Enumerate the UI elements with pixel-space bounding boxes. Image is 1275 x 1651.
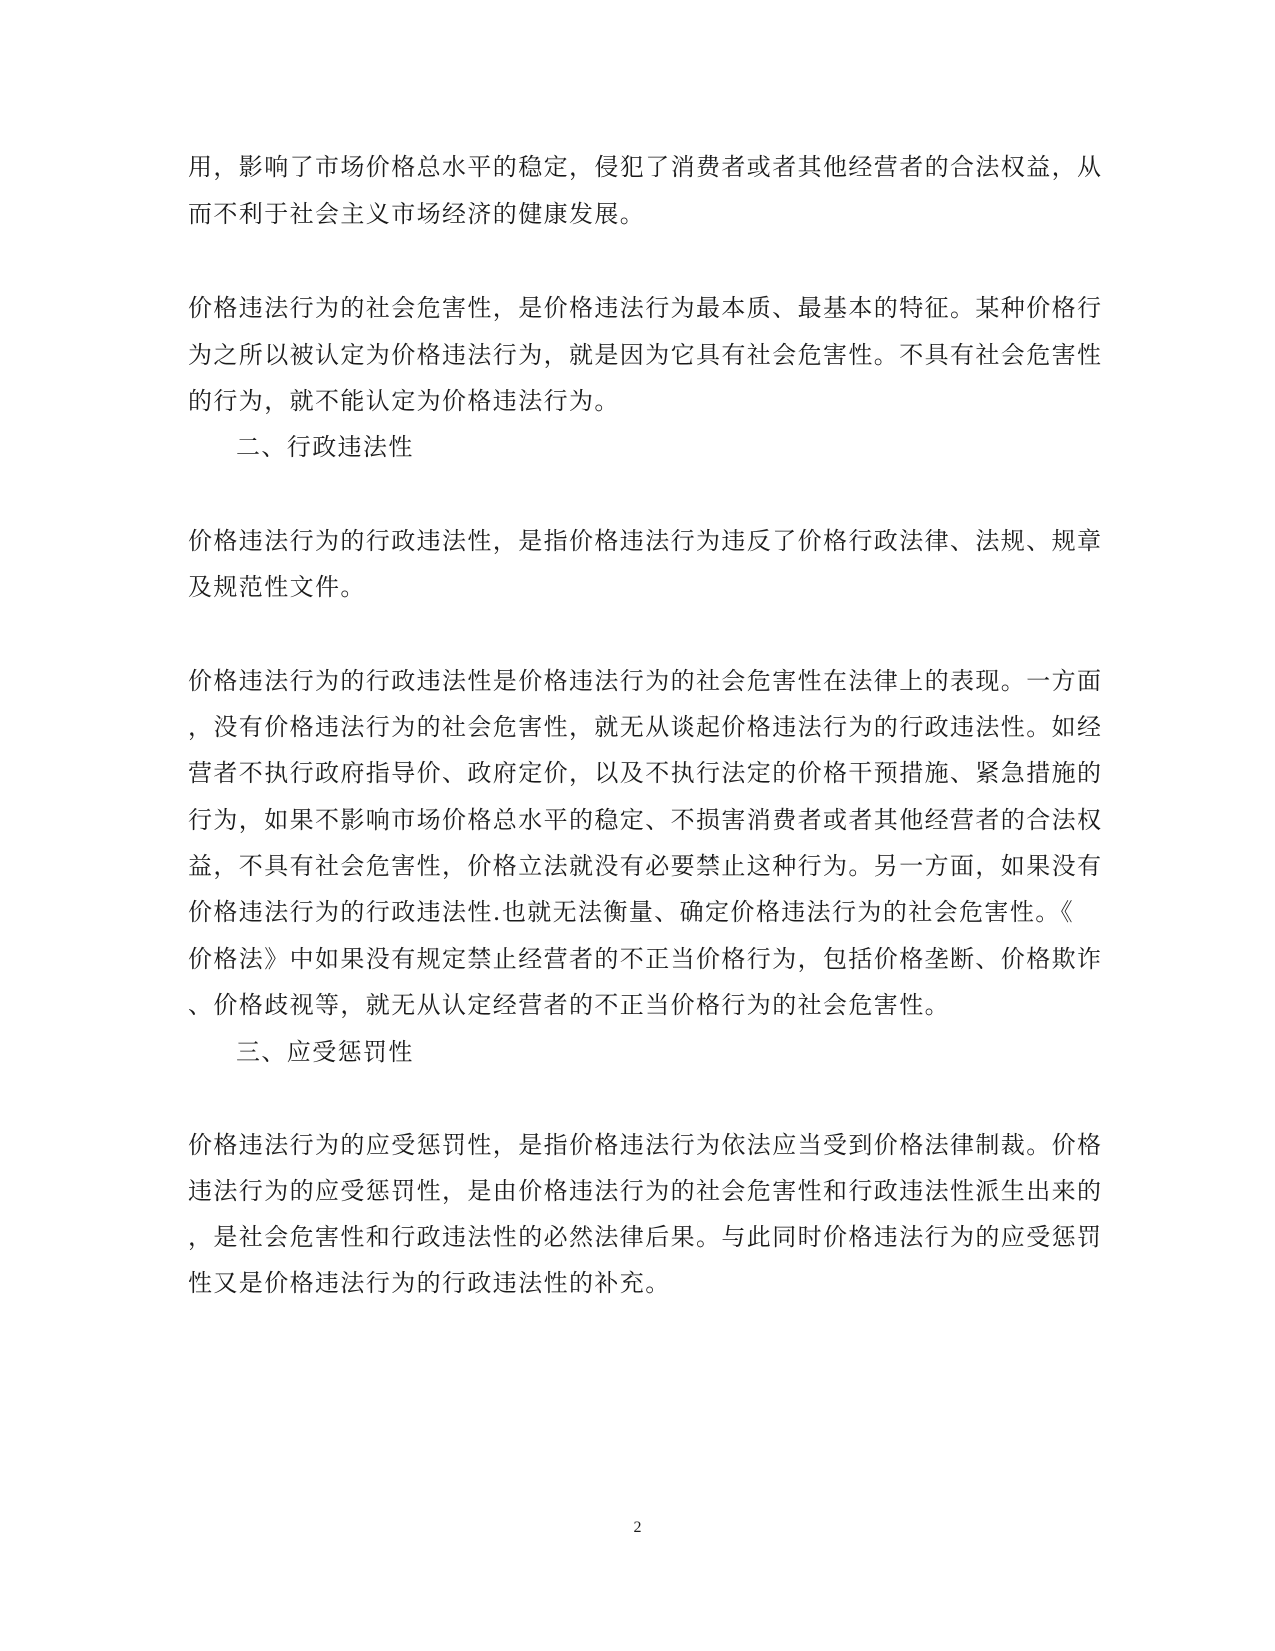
paragraph-2-line-2: 为之所以被认定为价格违法行为，就是因为它具有社会危害性。不具有社会危害性: [188, 341, 1103, 369]
paragraph-4-line-7: 价格法》中如果没有规定禁止经营者的不正当价格行为，包括价格垄断、价格欺诈: [188, 945, 1103, 973]
paragraph-4-line-8: 、价格歧视等，就无从认定经营者的不正当价格行为的社会危害性。: [188, 991, 950, 1019]
page-number: 2: [633, 1519, 642, 1536]
paragraph-4-line-4: 行为，如果不影响市场价格总水平的稳定、不损害消费者或者其他经营者的合法权: [188, 806, 1103, 834]
section-heading-2: 二、行政违法性: [236, 433, 414, 461]
paragraph-5-line-1: 价格违法行为的应受惩罚性，是指价格违法行为依法应当受到价格法律制裁。价格: [188, 1131, 1103, 1159]
section-heading-3: 三、应受惩罚性: [236, 1038, 414, 1066]
paragraph-2-line-1: 价格违法行为的社会危害性，是价格违法行为最本质、最基本的特征。某种价格行: [188, 294, 1103, 322]
paragraph-4-line-2: ，没有价格违法行为的社会危害性，就无从谈起价格违法行为的行政违法性。如经: [188, 713, 1103, 741]
paragraph-5-line-2: 违法行为的应受惩罚性，是由价格违法行为的社会危害性和行政违法性派生出来的: [188, 1177, 1103, 1205]
paragraph-5-line-4: 性又是价格违法行为的行政违法性的补充。: [188, 1269, 671, 1297]
paragraph-4-line-1: 价格违法行为的行政违法性是价格违法行为的社会危害性在法律上的表现。一方面: [188, 667, 1103, 695]
paragraph-3-line-1: 价格违法行为的行政违法性，是指价格违法行为违反了价格行政法律、法规、规章: [188, 527, 1103, 555]
paragraph-3-line-2: 及规范性文件。: [188, 573, 366, 601]
paragraph-4-line-6: 价格违法行为的行政违法性.也就无法衡量、确定价格违法行为的社会危害性。《: [188, 898, 1075, 926]
paragraph-2-line-3: 的行为，就不能认定为价格违法行为。: [188, 387, 620, 415]
paragraph-1-line-1: 用，影响了市场价格总水平的稳定，侵犯了消费者或者其他经营者的合法权益，从: [188, 153, 1103, 181]
paragraph-5-line-3: ，是社会危害性和行政违法性的必然法律后果。与此同时价格违法行为的应受惩罚: [188, 1223, 1103, 1251]
paragraph-1-line-2: 而不利于社会主义市场经济的健康发展。: [188, 200, 646, 228]
paragraph-4-line-5: 益，不具有社会危害性，价格立法就没有必要禁止这种行为。另一方面，如果没有: [188, 852, 1103, 880]
paragraph-4-line-3: 营者不执行政府指导价、政府定价，以及不执行法定的价格干预措施、紧急措施的: [188, 759, 1103, 787]
